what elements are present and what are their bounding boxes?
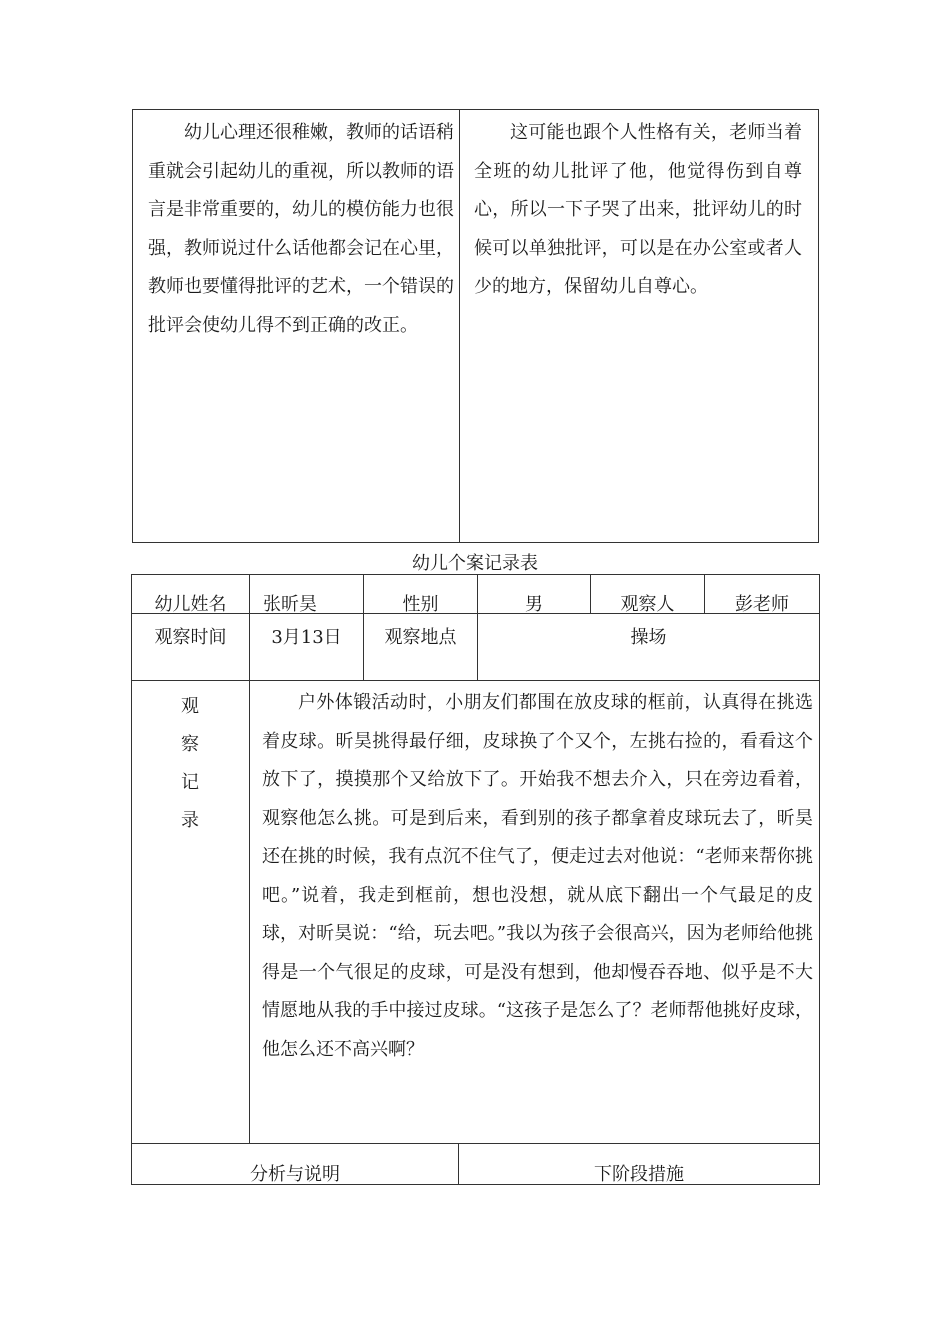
top-table-border-bottom: [132, 542, 819, 543]
top-table-border-right: [818, 109, 819, 543]
place-value: 操场: [630, 627, 667, 648]
rt-r3-v1: [249, 680, 250, 1144]
observer-value: 彭老师: [735, 594, 789, 615]
record-label-char: 察: [181, 734, 199, 755]
record-label-char: 观: [181, 696, 199, 717]
record-label-char: 记: [181, 772, 199, 793]
rt-line-h1: [131, 574, 820, 575]
rt-line-right: [819, 574, 820, 1185]
gender-label: 性别: [402, 594, 439, 615]
child-name-label: 幼儿姓名: [154, 594, 227, 615]
analysis-label: 分析与说明: [250, 1164, 340, 1185]
next-steps-label: 下阶段措施: [594, 1164, 684, 1185]
top-right-text: 这可能也跟个人性格有关，老师当着全班的幼儿批评了他，他觉得伤到自尊心，所以一下子哭了出来，批评幼儿的时候可以单独批评，可以是在办公室或者人少的地方，保留幼儿自尊心。: [474, 122, 802, 297]
rt-line-left: [131, 574, 132, 1185]
top-table-border-top: [132, 109, 819, 110]
time-value: 3月13日: [271, 627, 342, 648]
observer-label: 观察人: [620, 594, 675, 615]
rt-line-h3: [131, 680, 820, 681]
rt-line-h4: [131, 1143, 820, 1144]
top-left-text: 幼儿心理还很稚嫩，教师的话语稍重就会引起幼儿的重视，所以教师的语言是非常重要的，幼儿的模仿能力也很强，教师说过什么话他都会记在心里，教师也要懂得批评的艺术，一个错误的批评会使幼儿得不到正确的改正。: [148, 122, 454, 336]
record-label-char: 录: [181, 810, 199, 831]
gender-value: 男: [525, 594, 543, 615]
top-table-border-left: [132, 109, 133, 543]
place-label: 观察地点: [384, 627, 457, 648]
observation-record-text: 户外体锻活动时，小朋友们都围在放皮球的框前，认真得在挑选着皮球。昕昊挑得最仔细，皮球换了个又个，左挑右捡的，看看这个放下了，摸摸那个又给放下了。开始我不想去介入，只在旁边看着，观察他怎么挑。可是到后来，看到别的孩子都拿着皮球玩去了，昕昊还在挑的时候，我有点沉不住气了，便走过去对他说：“老师来帮你挑吧。”说着，我走到框前，想也没想，就从底下翻出一个气最足的皮球，对昕昊说：“给，玩去吧。”我以为孩子会很高兴，因为老师给他挑得是一个气很足的皮球，可是没有想到，他却慢吞吞地、似乎是不大情愿地从我的手中接过皮球。“这孩子是怎么了？老师帮他挑好皮球，他怎么还不高兴啊？: [262, 692, 813, 1060]
observation-record-label: [175, 688, 205, 840]
record-table-title: 幼儿个案记录表: [412, 553, 538, 574]
top-table-divider: [459, 109, 460, 543]
time-label: 观察时间: [154, 627, 227, 648]
child-name-value: 张昕昊: [263, 594, 317, 615]
